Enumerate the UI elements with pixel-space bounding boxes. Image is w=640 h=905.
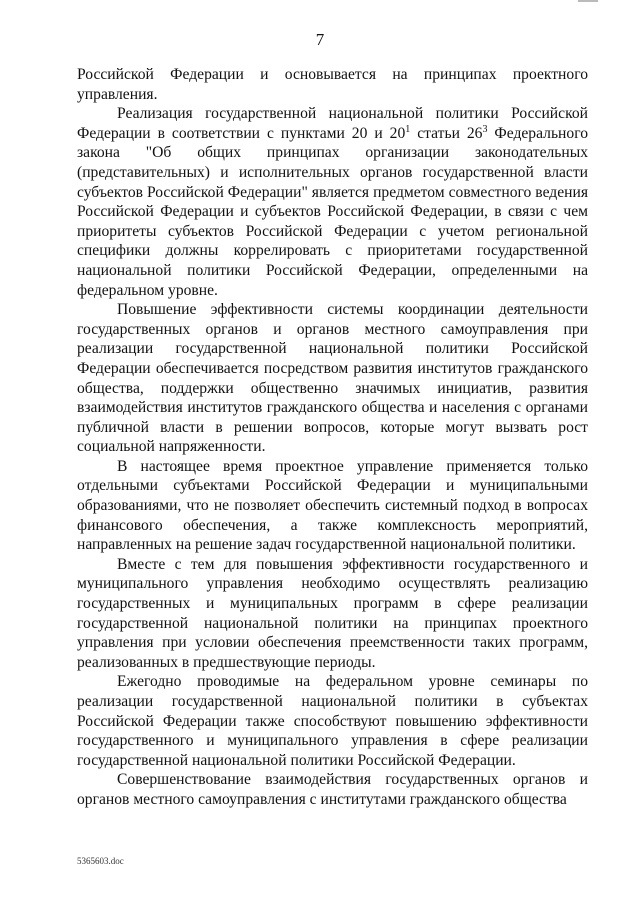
- page-number: 7: [315, 30, 325, 49]
- paragraph: [77, 672, 588, 770]
- paragraph-text: Вместе с тем для повышения эффективности государственного и муниципального управления необходимо осуществлять реализацию государственных и муниципальных программ в сфере реализации государственной национальной политики на принципах проектного управления при условии обеспечения преемственности таких программ, реализованных в предшествующие периоды.: [77, 555, 588, 671]
- document-body: [77, 65, 588, 810]
- paragraph: [77, 300, 588, 457]
- scan-edge-mark: [578, 0, 598, 2]
- paragraph: [77, 104, 588, 300]
- paragraph: [77, 555, 588, 673]
- superscript: 3: [482, 123, 488, 135]
- paragraph-text: Реализация государственной национальной политики Российской Федерации в соответствии с пунктами 20 и 20: [77, 105, 588, 142]
- paragraph-text: Ежегодно проводимые на федеральном уровне семинары по реализации государственной национальной политики в субъектах Российской Федерации также способствуют повышению эффективности государственного и муниципального управления в сфере реализации государственной национальной политики Российской Федерации.: [77, 673, 588, 769]
- paragraph-text: Повышение эффективности системы координации деятельности государственных органов и органов местного самоуправления при реализации государственной национальной политики Российской Федерации обеспечивается посредством развития институтов гражданского общества, поддержки общественно значимых инициатив, развития взаимодействия институтов гражданского общества и населения с органами публичной власти в решении вопросов, которые могут вызвать рост социальной напряженности.: [77, 301, 588, 456]
- paragraph: [77, 770, 588, 809]
- paragraph-text: Российской Федерации и основывается на принципах проектного управления.: [77, 66, 588, 103]
- paragraph-text: Федерального закона "Об общих принципах организации законодательных (представительных) и исполнительных органов государственной власти субъектов Российской Федерации" является предметом совместного ведения Российской Федерации и субъектов Российской Федерации, в связи с чем приоритеты субъектов Российской Федерации с учетом региональной специфики должны коррелировать с приоритетами государственной национальной политики Российской Федерации, определенными на федеральном уровне.: [77, 124, 589, 299]
- paragraph: [77, 65, 588, 104]
- paragraph-text: В настоящее время проектное управление применяется только отдельными субъектами Российской Федерации и муниципальными образованиями, что не позволяет обеспечить системный подход в вопросах финансового обеспечения, а также комплексность мероприятий, направленных на решение задач государственной национальной политики.: [77, 457, 588, 554]
- paragraph-text: Совершенствование взаимодействия государственных органов и органов местного самоуправления с институтами гражданского общества: [77, 771, 588, 808]
- superscript: 1: [405, 123, 411, 135]
- paragraph-text: статьи 26: [410, 124, 483, 142]
- paragraph: [77, 457, 588, 555]
- footer-document-code: 5365603.doc: [77, 856, 124, 866]
